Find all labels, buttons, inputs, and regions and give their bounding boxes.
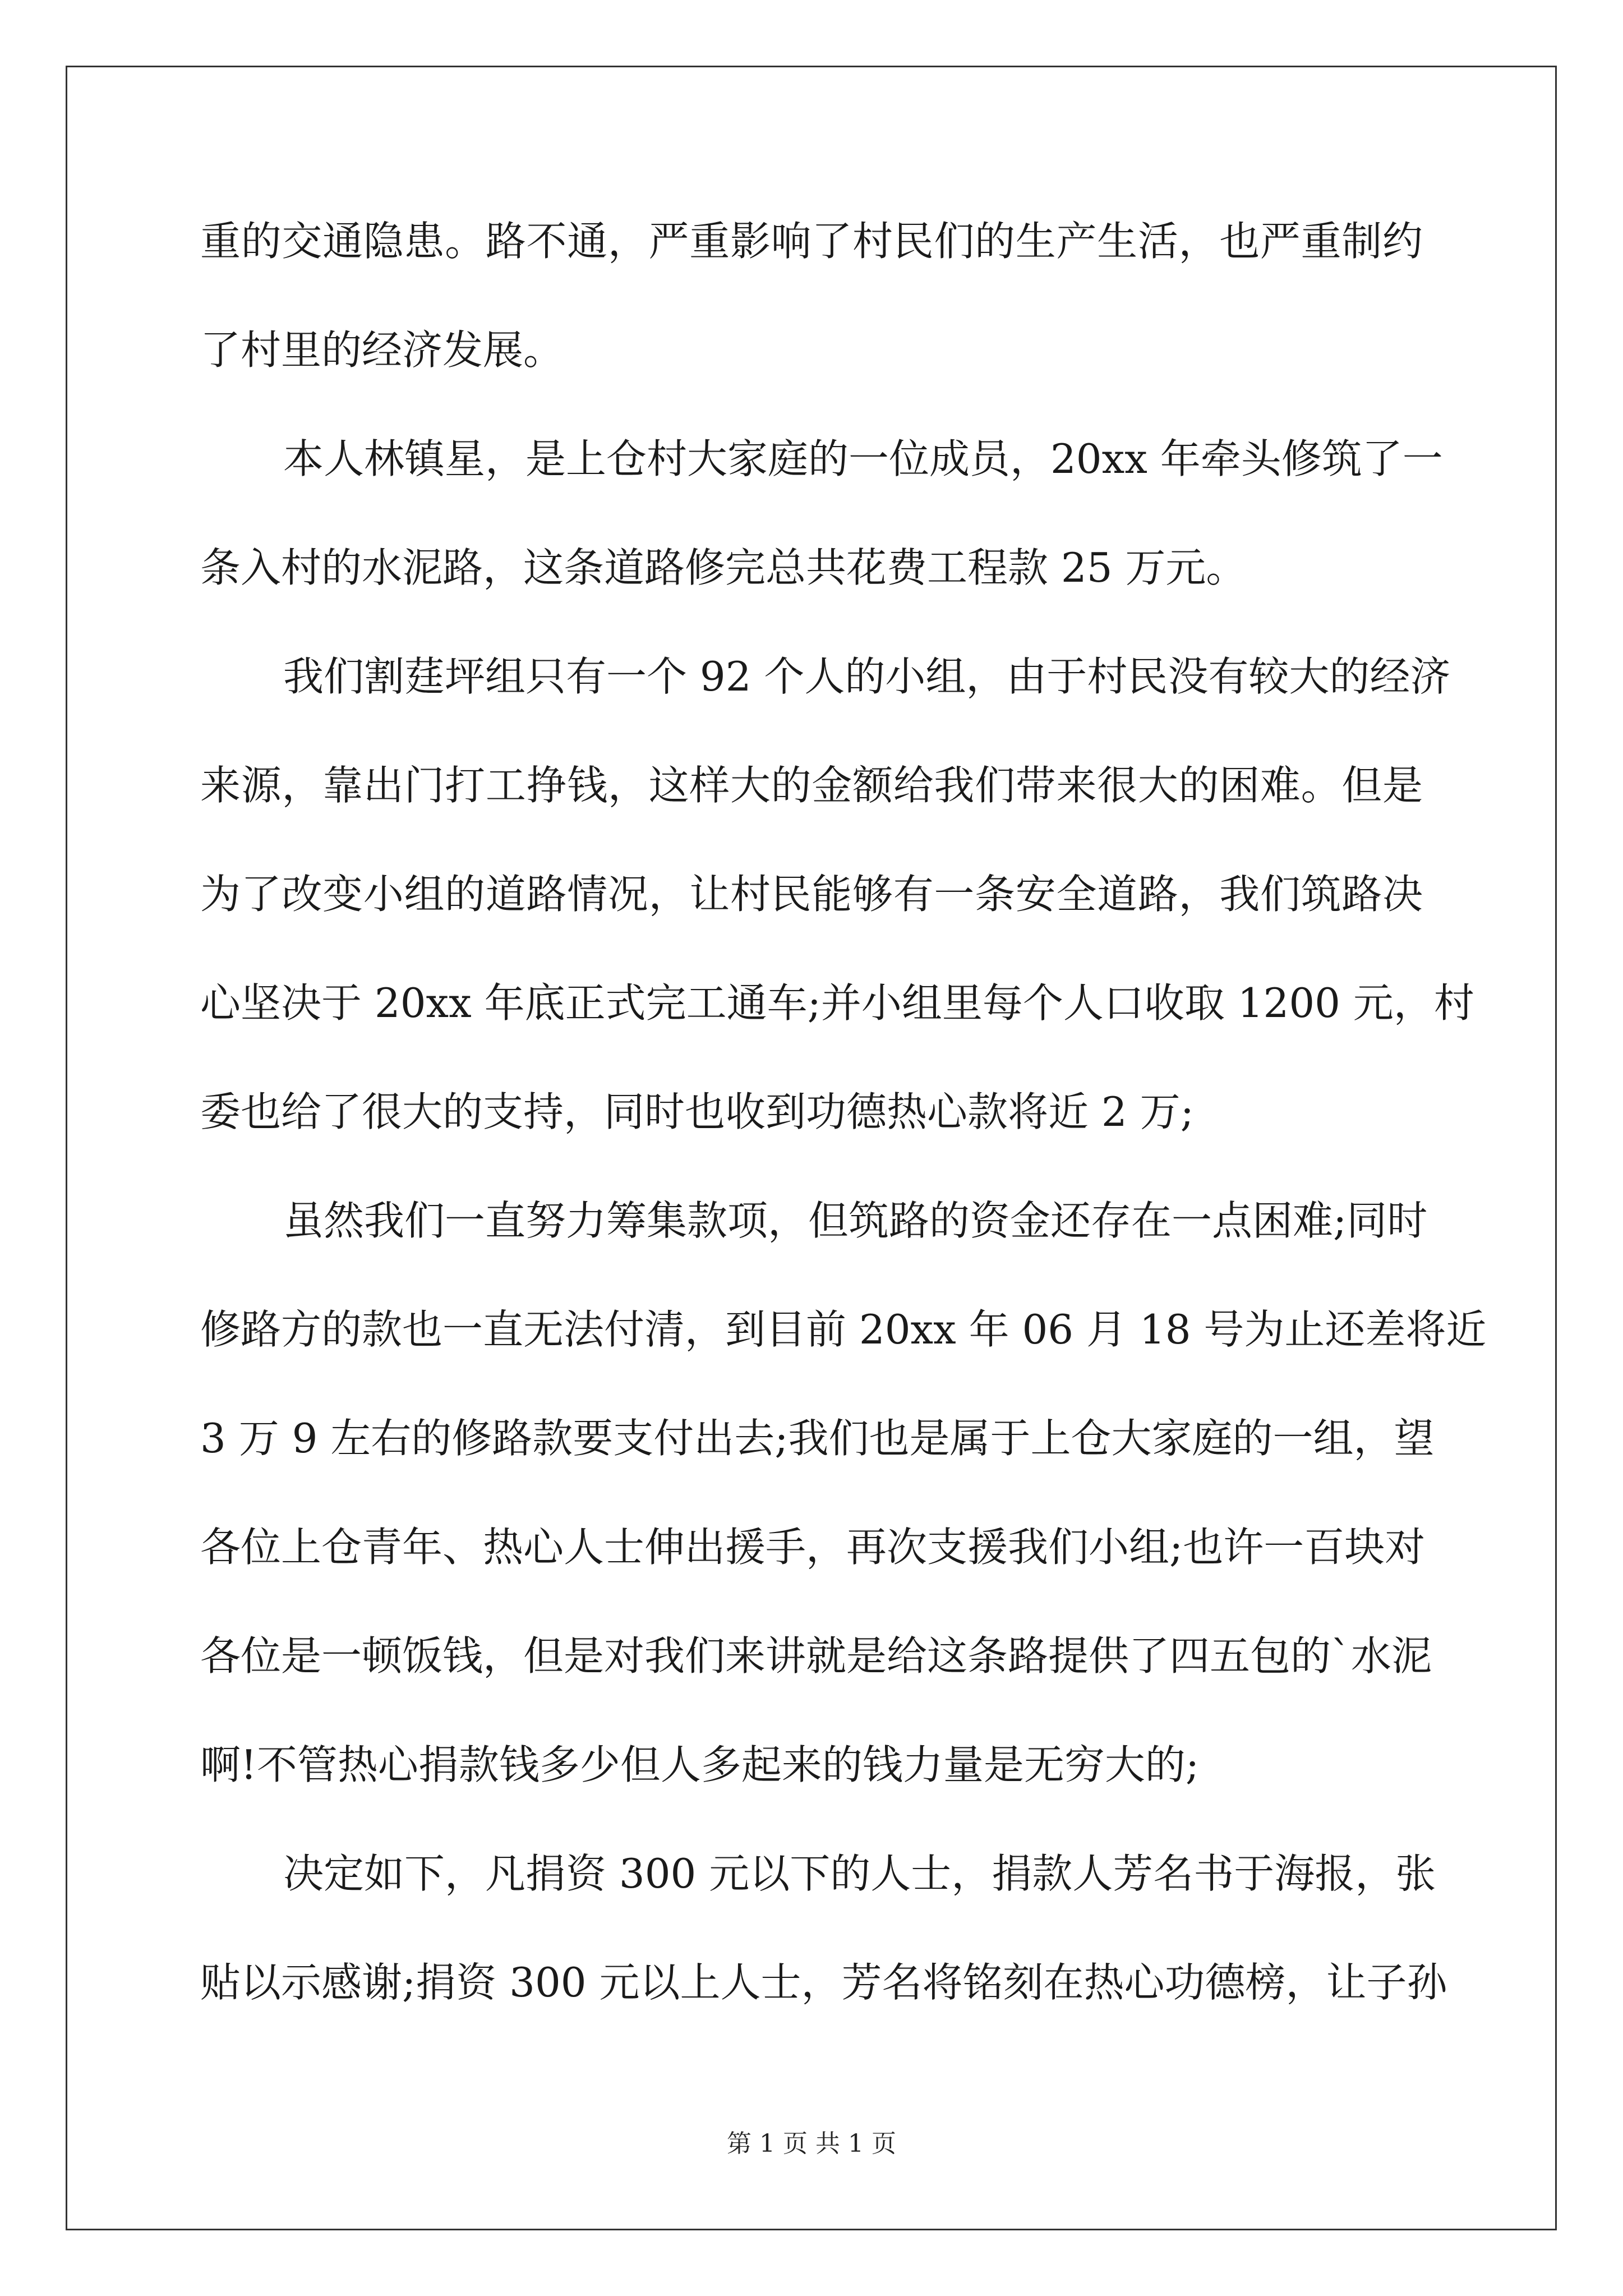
- text-line-3: 本人林镇星，是上仓村大家庭的一位成员，20xx 年牵头修筑了一: [283, 435, 1443, 482]
- text-line-6: 来源，靠出门打工挣钱，这样大的金额给我们带来很大的困难。但是: [200, 762, 1423, 809]
- text-line-2: 了村里的经济发展。: [200, 326, 564, 374]
- text-line-17: 贴以示感谢;捐资 300 元以上人士，芳名将铭刻在热心功德榜，让子孙: [200, 1959, 1447, 2006]
- text-line-10: 虽然我们一直努力筹集款项，但筑路的资金还存在一点困难;同时: [283, 1197, 1428, 1244]
- text-line-5: 我们割莛坪组只有一个 92 个人的小组，由于村民没有较大的经济: [283, 653, 1451, 700]
- text-line-12: 3 万 9 左右的修路款要支付出去;我们也是属于上仓大家庭的一组，望: [200, 1415, 1435, 1462]
- text-line-15: 啊!不管热心捐款钱多少但人多起来的钱力量是无穷大的;: [200, 1741, 1200, 1788]
- text-line-4: 条入村的水泥路，这条道路修完总共花费工程款 25 万元。: [200, 544, 1247, 591]
- text-line-11: 修路方的款也一直无法付清，到目前 20xx 年 06 月 18 号为止还差将近: [200, 1306, 1487, 1353]
- text-line-9: 委也给了很大的支持，同时也收到功德热心款将近 2 万;: [200, 1088, 1194, 1135]
- document-body: [200, 211, 1487, 2061]
- text-line-1: 重的交通隐患。路不通，严重影响了村民们的生产生活，也严重制约: [200, 218, 1423, 265]
- text-line-16: 决定如下，凡捐资 300 元以下的人士，捐款人芳名书于海报，张: [283, 1850, 1436, 1897]
- text-line-13: 各位上仓青年、热心人士伸出援手，再次支援我们小组;也许一百块对: [200, 1524, 1426, 1571]
- text-line-14: 各位是一顿饭钱，但是对我们来讲就是给这条路提供了四五包的`水泥: [200, 1632, 1432, 1680]
- text-line-8: 心坚决于 20xx 年底正式完工通车;并小组里每个人口收取 1200 元，村: [200, 979, 1474, 1027]
- page-number-footer: 第 1 页 共 1 页: [727, 2129, 896, 2158]
- text-line-7: 为了改变小组的道路情况，让村民能够有一条安全道路，我们筑路决: [200, 871, 1423, 918]
